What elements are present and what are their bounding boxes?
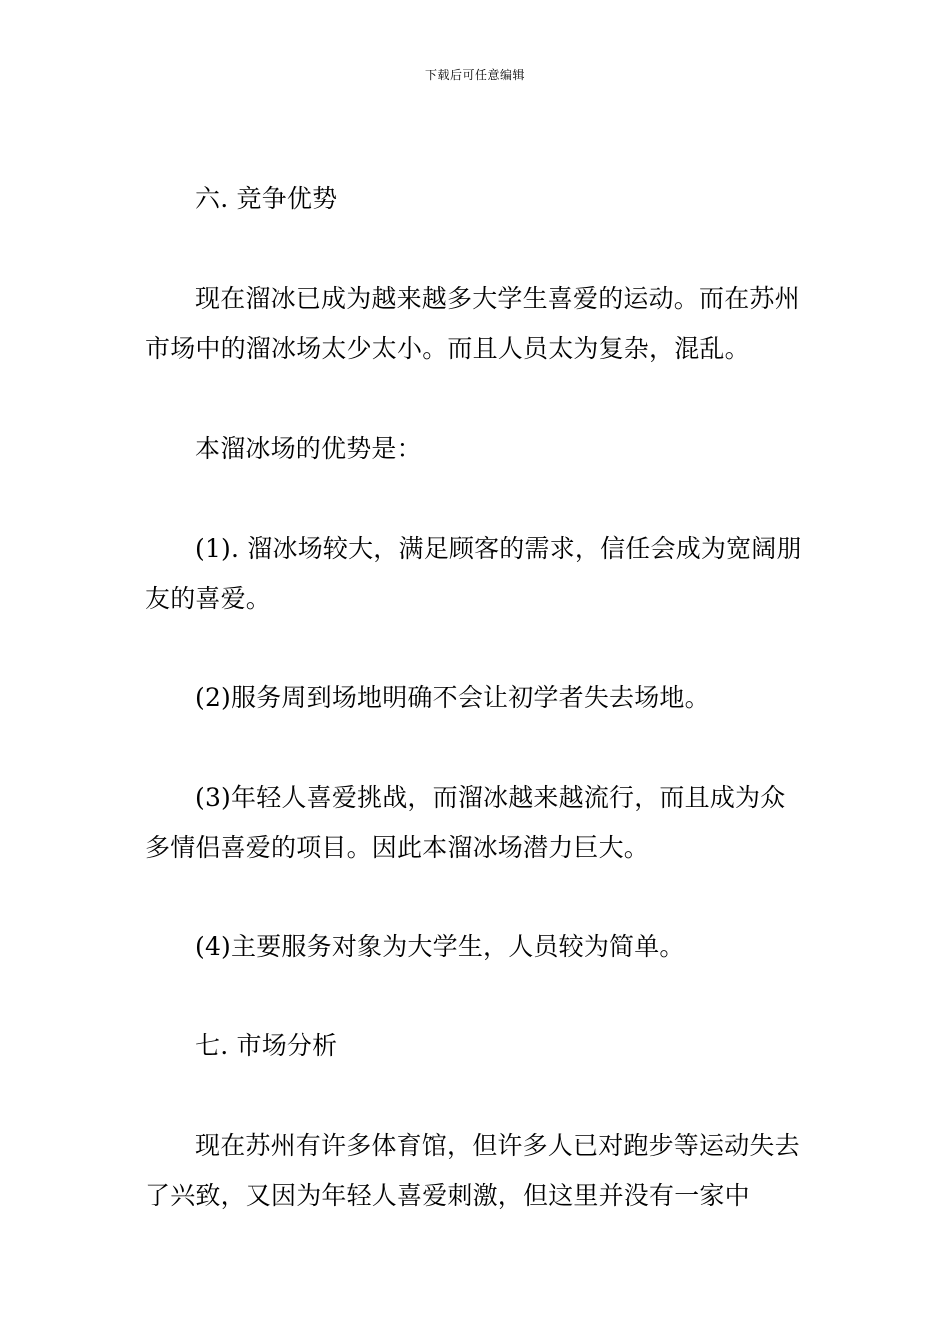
- list-item-advantage-2: (2)服务周到场地明确不会让初学者失去场地。: [195, 683, 710, 712]
- paragraph-advantages-intro: 本溜冰场的优势是：: [195, 434, 422, 463]
- section-heading-market-analysis: 七. 市场分析: [195, 1031, 338, 1060]
- header-note: 下载后可任意编辑: [424, 68, 525, 82]
- list-item-advantage-1: (1). 溜冰场较大，满足顾客的需求，信任会成为宽阔朋友的喜爱。: [145, 534, 802, 613]
- section-heading-competitive-advantage: 六. 竞争优势: [195, 184, 338, 213]
- list-item-advantage-3: (3)年轻人喜爱挑战，而溜冰越来越流行，而且成为众多情侣喜爱的项目。因此本溜冰场潜力巨大。: [145, 783, 786, 862]
- list-item-advantage-4: (4)主要服务对象为大学生，人员较为简单。: [195, 932, 685, 961]
- paragraph-market-analysis: 现在苏州有许多体育馆，但许多人已对跑步等运动失去了兴致，又因为年轻人喜爱刺激，但这里并没有一家中: [145, 1131, 800, 1210]
- paragraph-market-situation: 现在溜冰已成为越来越多大学生喜爱的运动。而在苏州市场中的溜冰场太少太小。而且人员太为复杂，混乱。: [145, 284, 800, 363]
